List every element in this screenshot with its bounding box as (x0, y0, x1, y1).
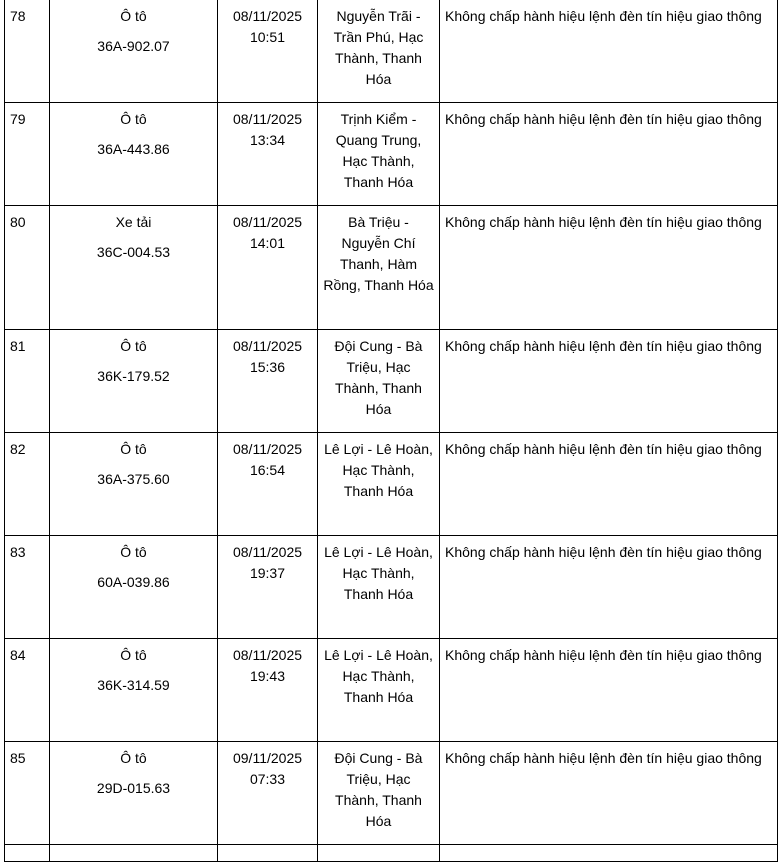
vehicle-cell (50, 103, 218, 206)
violation-description: Không chấp hành hiệu lệnh đèn tín hiệu giao thông (440, 330, 778, 433)
table-cell-empty (440, 845, 778, 862)
row-number: 78 (5, 0, 50, 103)
violation-description: Không chấp hành hiệu lệnh đèn tín hiệu giao thông (440, 0, 778, 103)
row-number: 82 (5, 433, 50, 536)
row-number: 83 (5, 536, 50, 639)
license-plate: 36K-179.52 (97, 368, 170, 384)
license-plate: 36A-375.60 (97, 471, 170, 487)
violation-time: 19:43 (249, 668, 286, 684)
violation-date: 08/11/2025 (232, 338, 303, 354)
violation-time: 10:51 (249, 29, 286, 45)
violation-time: 19:37 (249, 565, 286, 581)
row-number: 84 (5, 639, 50, 742)
violation-time: 14:01 (249, 235, 286, 251)
violation-description: Không chấp hành hiệu lệnh đèn tín hiệu giao thông (440, 433, 778, 536)
table-row-partial (5, 845, 778, 862)
vehicle-cell (50, 536, 218, 639)
table-row (5, 330, 778, 433)
violation-time: 15:36 (249, 359, 286, 375)
vehicle-cell (50, 330, 218, 433)
table-row (5, 742, 778, 845)
datetime-cell (218, 433, 318, 536)
datetime-cell (218, 206, 318, 330)
vehicle-cell (50, 742, 218, 845)
vehicle-type: Ô tô (120, 750, 147, 766)
table-row (5, 206, 778, 330)
table-row (5, 639, 778, 742)
violation-time: 07:33 (249, 771, 286, 787)
license-plate: 36A-902.07 (97, 38, 170, 54)
vehicle-type: Ô tô (120, 647, 147, 663)
table-cell-empty (318, 845, 440, 862)
violation-location: Đội Cung - Bà Triệu, Hạc Thành, Thanh Hóa (318, 742, 440, 845)
datetime-cell (218, 536, 318, 639)
violation-location: Lê Lợi - Lê Hoàn, Hạc Thành, Thanh Hóa (318, 639, 440, 742)
datetime-cell (218, 742, 318, 845)
vehicle-type: Ô tô (120, 111, 147, 127)
violation-date: 08/11/2025 (232, 544, 303, 560)
violation-date: 08/11/2025 (232, 441, 303, 457)
vehicle-cell (50, 206, 218, 330)
violation-location: Đội Cung - Bà Triệu, Hạc Thành, Thanh Hóa (318, 330, 440, 433)
vehicle-cell (50, 433, 218, 536)
vehicle-type: Xe tải (115, 214, 152, 230)
table-row (5, 433, 778, 536)
vehicle-type: Ô tô (120, 8, 147, 24)
datetime-cell (218, 639, 318, 742)
table-cell-empty (5, 845, 50, 862)
table-row (5, 103, 778, 206)
violation-date: 08/11/2025 (232, 8, 303, 24)
vehicle-type: Ô tô (120, 338, 147, 354)
violation-description: Không chấp hành hiệu lệnh đèn tín hiệu giao thông (440, 103, 778, 206)
violation-time: 16:54 (249, 462, 286, 478)
violation-time: 13:34 (249, 132, 286, 148)
violation-date: 08/11/2025 (232, 647, 303, 663)
violation-date: 08/11/2025 (232, 111, 303, 127)
violation-description: Không chấp hành hiệu lệnh đèn tín hiệu giao thông (440, 536, 778, 639)
license-plate: 36K-314.59 (97, 677, 170, 693)
license-plate: 36C-004.53 (96, 244, 171, 260)
violation-description: Không chấp hành hiệu lệnh đèn tín hiệu giao thông (440, 639, 778, 742)
table-row (5, 536, 778, 639)
violations-table-body (5, 0, 778, 862)
violation-location: Bà Triệu - Nguyễn Chí Thanh, Hàm Rồng, Thanh Hóa (318, 206, 440, 330)
row-number: 80 (5, 206, 50, 330)
row-number: 85 (5, 742, 50, 845)
vehicle-type: Ô tô (120, 544, 147, 560)
license-plate: 60A-039.86 (97, 574, 170, 590)
table-cell-empty (218, 845, 318, 862)
violation-description: Không chấp hành hiệu lệnh đèn tín hiệu giao thông (440, 742, 778, 845)
violation-description: Không chấp hành hiệu lệnh đèn tín hiệu giao thông (440, 206, 778, 330)
license-plate: 36A-443.86 (97, 141, 170, 157)
violation-location: Trịnh Kiểm - Quang Trung, Hạc Thành, Thanh Hóa (318, 103, 440, 206)
table-cell-empty (50, 845, 218, 862)
row-number: 81 (5, 330, 50, 433)
violation-date: 09/11/2025 (232, 750, 303, 766)
datetime-cell (218, 0, 318, 103)
vehicle-cell (50, 639, 218, 742)
violation-location: Lê Lợi - Lê Hoàn, Hạc Thành, Thanh Hóa (318, 536, 440, 639)
license-plate: 29D-015.63 (96, 780, 171, 796)
violation-date: 08/11/2025 (232, 214, 303, 230)
table-row (5, 0, 778, 103)
vehicle-cell (50, 0, 218, 103)
vehicle-type: Ô tô (120, 441, 147, 457)
violation-location: Lê Lợi - Lê Hoàn, Hạc Thành, Thanh Hóa (318, 433, 440, 536)
violations-table (4, 0, 778, 862)
row-number: 79 (5, 103, 50, 206)
datetime-cell (218, 103, 318, 206)
violation-location: Nguyễn Trãi - Trần Phú, Hạc Thành, Thanh Hóa (318, 0, 440, 103)
datetime-cell (218, 330, 318, 433)
